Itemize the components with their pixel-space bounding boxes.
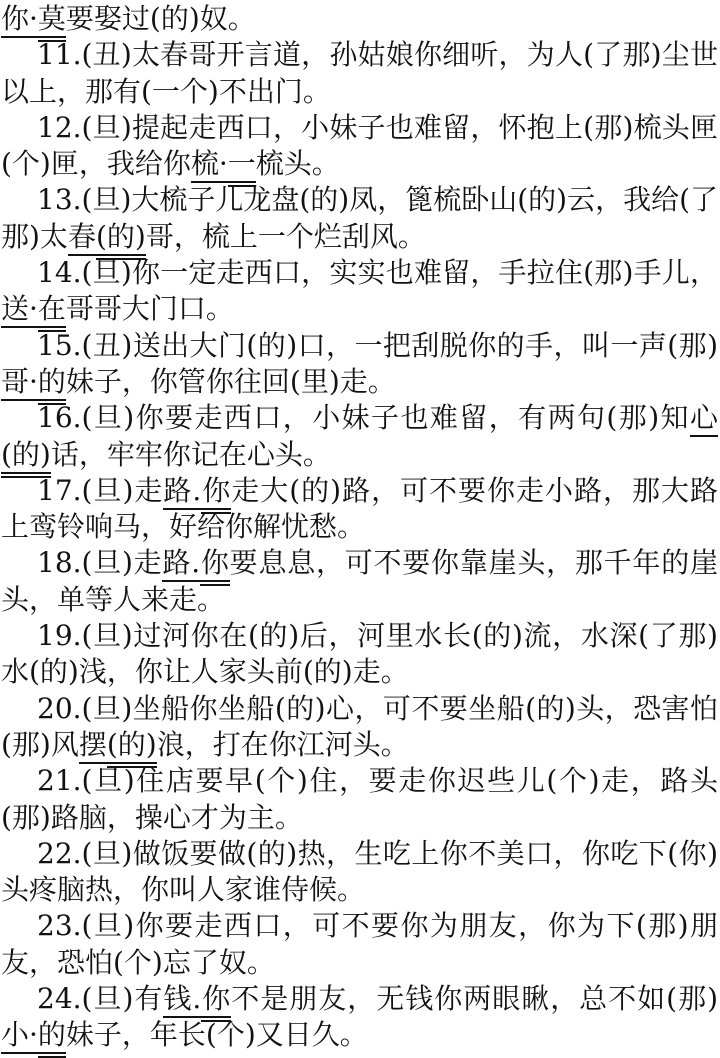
paragraph-17 — [1, 473, 718, 546]
emphasis-underline: 送· — [1, 292, 38, 328]
emphasis-double-underline: 的 — [38, 365, 66, 401]
text-run: 要娶过(的)奴。 — [65, 2, 256, 35]
text-run: 15.(丑)送出大门(的)口，一把刮脱你的手，叫一声(那) — [37, 328, 718, 362]
text-run: 24.(旦)有 — [37, 982, 164, 1016]
text-run: 14.(旦)你一定走西口，实实也难留，手拉住(那)手儿， — [37, 256, 718, 290]
emphasis-underline: 春 — [68, 220, 96, 256]
paragraph-18 — [1, 545, 718, 618]
emphasis-double-underline: (的) — [1, 438, 51, 474]
emphasis-underline: 哥· — [1, 365, 38, 401]
emphasis-double-underline: 你 — [201, 982, 231, 1018]
text-run: 妹子，你管你往回(里)走。 — [65, 364, 396, 398]
emphasis-double-underline: 的 — [38, 1018, 66, 1054]
text-run: 哥，梳上一个烂刮风。 — [145, 219, 426, 253]
text-run: 不是朋友，无钱你两眼瞅，总不如(那) — [231, 982, 718, 1016]
text-run: 12.(旦)提起走西口，小妹子也难留，怀抱上(那)梳头匣(个)匣，我给你 — [1, 110, 718, 181]
paragraph-16 — [1, 400, 718, 473]
emphasis-double-underline: 在 — [38, 292, 66, 328]
emphasis-underline: 摆 — [79, 728, 107, 764]
text-run: 话，牢牢你记在心头。 — [50, 437, 331, 471]
text-run: 走大(的)路，可不要你走小路，那大路上鸾铃响马，好给你解忧愁。 — [1, 473, 718, 544]
emphasis-double-underline: 你 — [201, 474, 231, 510]
text-run: 梳头。 — [255, 147, 340, 181]
emphasis-underline: 钱. — [163, 982, 201, 1018]
emphasis-underline: 路. — [162, 546, 200, 582]
emphasis-double-underline: (的) — [96, 220, 146, 256]
emphasis-underline: 小· — [1, 1018, 38, 1054]
emphasis-double-underline: 你 — [200, 546, 230, 582]
text-run: 22.(旦)做饭要做(的)热，生吃上你不美口，你吃下(你)头疼脑热，你叫人家谁侍候。 — [1, 836, 718, 907]
emphasis-underline: 梳· — [191, 147, 228, 183]
paragraph-23 — [1, 908, 718, 981]
emphasis-underline: 路. — [163, 474, 201, 510]
paragraph-14 — [1, 255, 718, 328]
paragraph-22 — [1, 836, 718, 909]
emphasis-underline: 你· — [1, 2, 38, 38]
paragraph-13 — [1, 182, 718, 255]
text-run: 18.(旦)走 — [37, 546, 163, 580]
text-run: 要息息，可不要你靠崖头，那千年的崖头，单等人来走。 — [1, 546, 718, 616]
paragraph-10-continuation — [1, 1, 718, 37]
paragraph-20 — [1, 691, 718, 764]
text-run: 19.(旦)过河你在(的)后，河里水长(的)流，水深(了那)水(的)浅，你让人家头前(的)走。 — [1, 619, 718, 689]
emphasis-double-underline: 莫 — [38, 2, 66, 38]
paragraph-24 — [1, 981, 718, 1054]
text-run: 16.(旦)你要走西口，小妹子也难留，有两句(那)知 — [37, 401, 690, 435]
paragraph-19 — [1, 618, 718, 691]
text-run: 21.(旦)住店要早(个)住，要走你迟些儿(个)走，路头(那)路脑，操心才为主。 — [1, 764, 718, 834]
text-run: 13.(旦)大梳子儿龙盘(的)凤，篦梳卧山(的)云，我给(了那)太 — [1, 183, 718, 253]
paragraph-21 — [1, 763, 718, 836]
text-run: 哥哥大门口。 — [65, 292, 234, 326]
emphasis-double-underline: 一 — [228, 147, 256, 183]
text-run: 浪，打在你江河头。 — [156, 727, 409, 761]
document-body — [1, 1, 718, 1054]
paragraph-15 — [1, 328, 718, 401]
text-run: 妹子，年长(个)又日久。 — [65, 1018, 368, 1052]
paragraph-12 — [1, 110, 718, 183]
text-run: 23.(旦)你要走西口，可不要你为朋友，你为下(那)朋友，恐怕(个)忘了奴。 — [1, 909, 718, 979]
emphasis-double-underline: (的) — [107, 728, 157, 764]
text-run: 11.(丑)太春哥开言道，孙姑娘你细听，为人(了那)尘世以上，那有(一个)不出门。 — [1, 38, 718, 108]
text-run: 20.(旦)坐船你坐船(的)心，可不要坐船(的)头，恐害怕(那)风 — [1, 691, 718, 761]
emphasis-underline: 心 — [690, 401, 718, 437]
paragraph-11 — [1, 37, 718, 110]
text-run: 17.(旦)走 — [37, 473, 164, 507]
